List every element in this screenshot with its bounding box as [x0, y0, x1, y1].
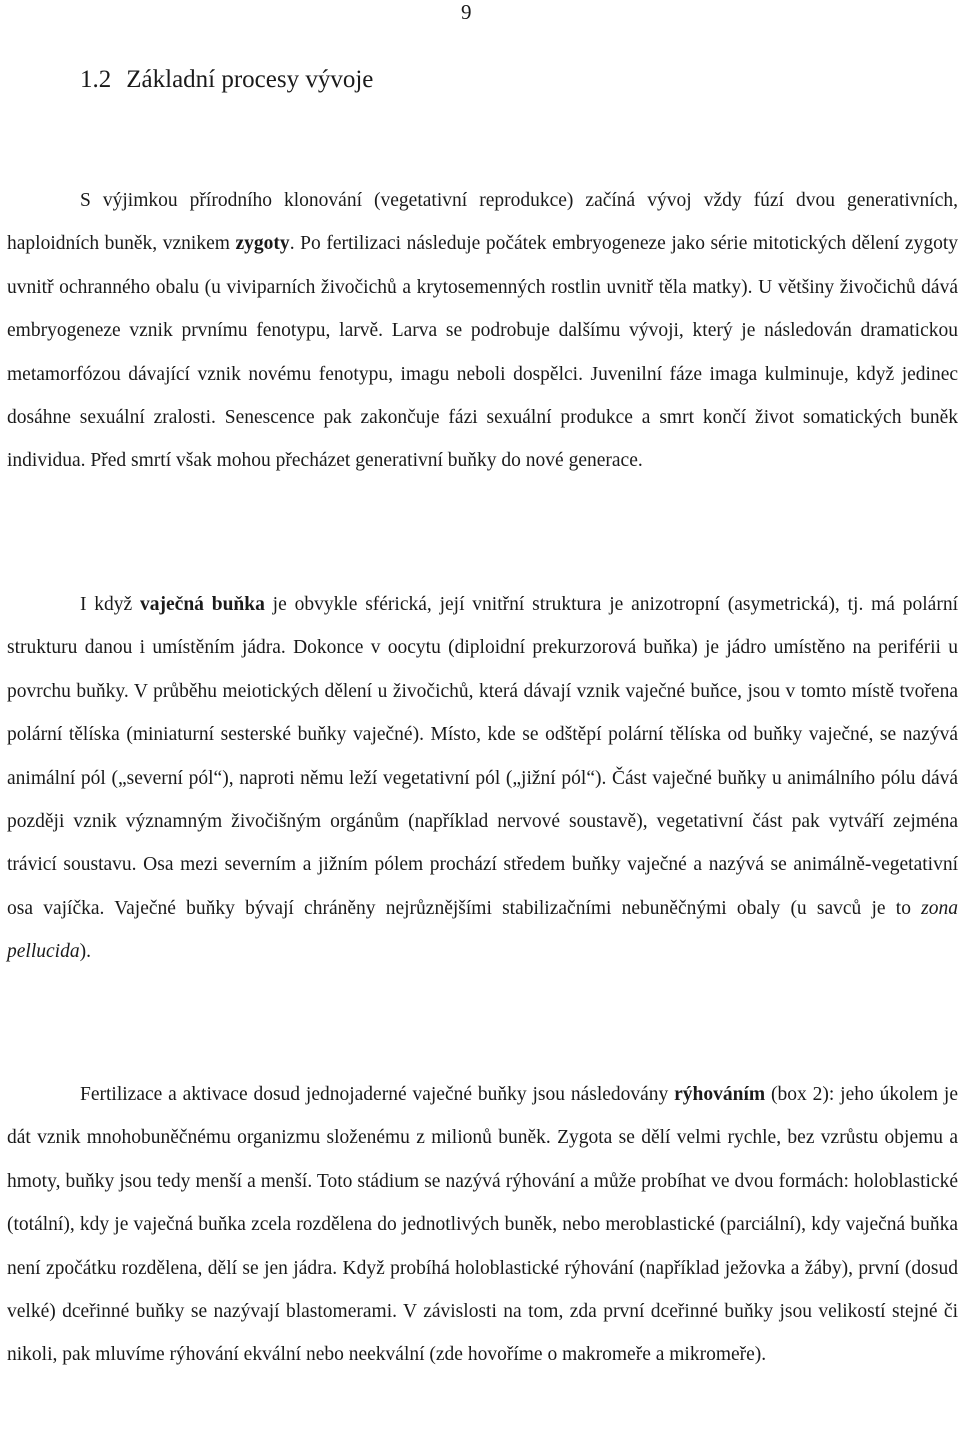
text-run: . Po fertilizaci následuje počátek embryogeneze jako série mitotických dělení zygoty uvnitř ochranného obalu (u viviparních živočichů a krytosemenných rostlin uvnitř těla matky). U většiny živočichů dává embryogeneze vznik prvnímu fenotypu, larvě. Larva se podrobuje dalšímu vývoji, který je následován dramatickou metamorfózou dávající vznik novému fenotypu, imagu neboli dospělci. Juvenilní fáze imaga kulminuje, když jedinec dosáhne sexuální zralosti. Senescence pak zakončuje fázi sexuální produkce a smrt končí život somatických buněk individua. Před smrtí však mohou přecházet generativní buňky do nové generace.	[7, 233, 958, 472]
text-run: I když	[80, 594, 141, 615]
bold-term: rýhováním	[674, 1084, 766, 1105]
section-title: Základní procesy vývoje	[126, 66, 374, 93]
paragraph-3	[7, 1073, 958, 1377]
text-run: S výjimkou přírodního klonování (vegetativní reprodukce) začíná vývoj vždy fúzí dvou generativních, haploidních buněk, vznikem	[7, 190, 958, 255]
section-heading	[80, 66, 373, 94]
text-run: je obvykle sférická, její vnitřní struktura je anizotropní (asymetrická), tj. má polární strukturu danou i umístěním jádra. Dokonce v oocytu (diploidní prekurzorová buňka) je jádro umístěno na periférii u povrchu buňky. V průběhu meiotických dělení u živočichů, která dávají vznik vaječné buňce, jsou v tomto místě tvořena polární tělíska (miniaturní sesterské buňky vaječné). Místo, kde se odštěpí polární tělíska od buňky vaječné, se nazývá animální pól („severní pól“), naproti němu leží vegetativní pól („jižní pól“). Část vaječné buňky u animálního pólu dává později vznik významným živočišným orgánům (například nervové soustavě), vegetativní část pak vytváří zejména trávicí soustavu. Osa mezi severním a jižním pólem prochází středem buňky vaječné a nazývá se animálně-vegetativní osa vajíčka. Vaječné buňky bývají chráněny nejrůznějšími stabilizačními nebuněčnými obaly (u savců je to	[7, 594, 959, 919]
bold-term: vaječná buňka	[140, 594, 265, 615]
text-run: (box 2): jeho úkolem je dát vznik mnohobuněčnému organizmu složenému z milionů buněk. Zygota se dělí velmi rychle, bez vzrůstu objemu a hmoty, buňky jsou tedy menší a menší. Toto stádium se nazývá rýhování a může probíhat ve dvou formách: holoblastické (totální), kdy je vaječná buňka zcela rozdělena do jednotlivých buněk, nebo meroblastické (parciální), kdy vaječná buňka není zpočátku rozdělena, dělí se jen jádra. Když probíhá holoblastické rýhování (například ježovka a žáby), první (dosud velké) dceřinné buňky se nazývají blastomerami. V závislosti na tom, zda první dceřinné buňky jsou velikostí stejné či nikoli, pak mluvíme rýhování ekvální nebo neekvální (zde hovoříme o makromeře a mikromeře).	[7, 1084, 958, 1366]
bold-term: zygoty	[235, 233, 290, 255]
italic-term: zona pellucida	[7, 897, 958, 963]
section-number: 1.2	[80, 66, 112, 93]
text-run: Fertilizace a aktivace dosud jednojaderné vaječné buňky jsou následovány	[80, 1084, 675, 1105]
paragraph-2	[7, 583, 958, 974]
page-number: 9	[461, 0, 472, 24]
paragraph-1	[7, 179, 958, 483]
text-run: ).	[79, 941, 91, 963]
